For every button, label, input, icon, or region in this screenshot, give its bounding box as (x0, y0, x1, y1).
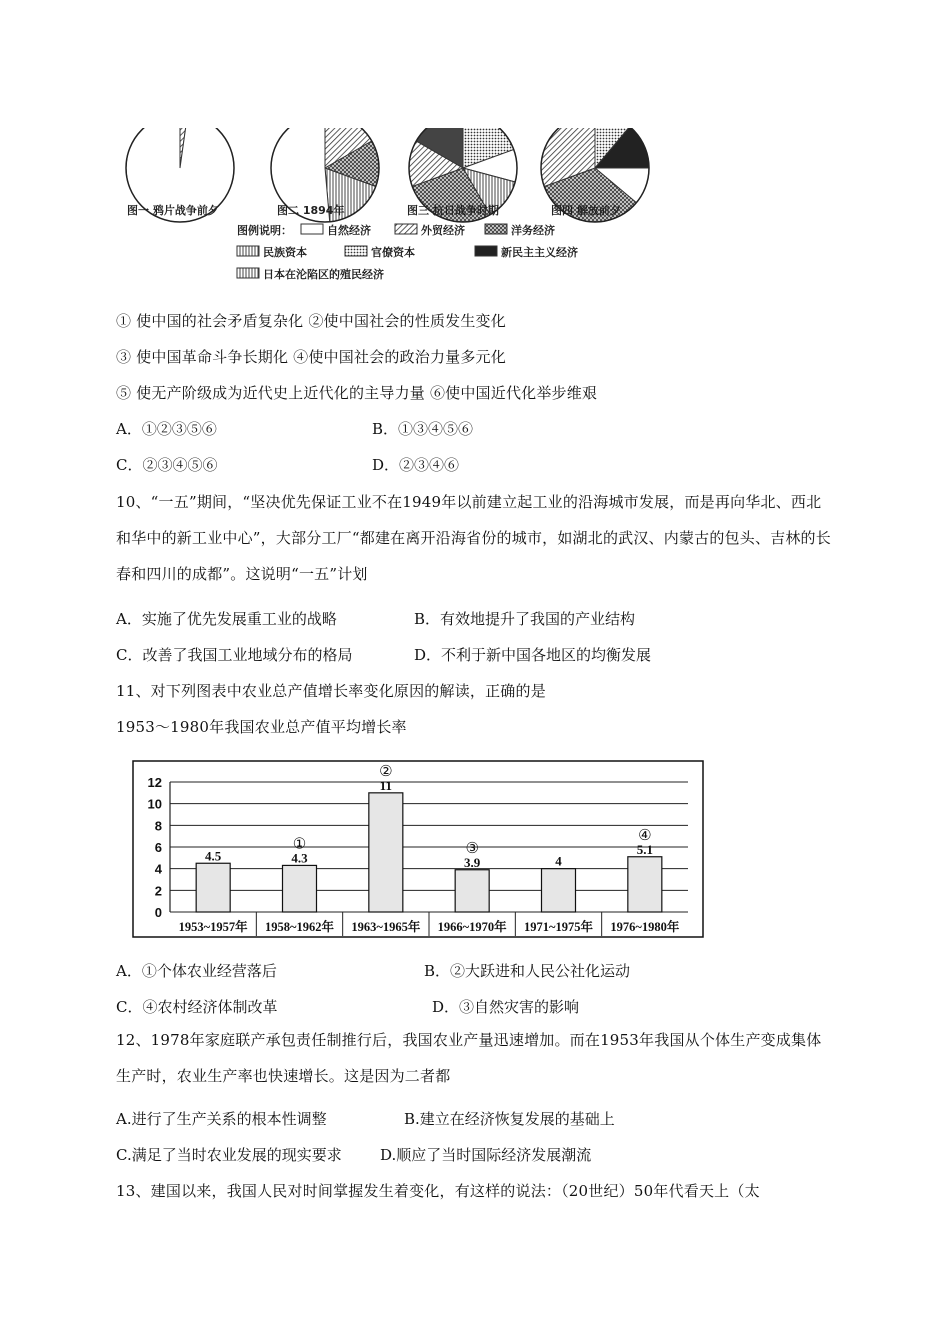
bar-marker-6: ④ (638, 825, 652, 844)
q9-option-a[interactable]: A．①②③⑤⑥ (116, 420, 217, 438)
q9-option-c[interactable]: C．②③④⑤⑥ (116, 456, 218, 474)
q10-option-c[interactable]: C．改善了我国工业地域分布的格局 (116, 646, 353, 664)
legend-swatch-3 (485, 224, 507, 234)
q12-option-b[interactable]: B.建立在经济恢复发展的基础上 (404, 1110, 615, 1128)
y-tick-label: 6 (154, 840, 162, 855)
q11-option-c[interactable]: C．④农村经济体制改革 (116, 998, 278, 1016)
q11-option-d[interactable]: D．③自然灾害的影响 (432, 998, 580, 1016)
bar-marker-2: ① (292, 834, 307, 853)
pie-caption-4: 图四 解放前夕 (551, 204, 621, 217)
legend-swatch-5 (345, 246, 367, 256)
q12-stem: 12、1978年家庭联产承包责任制推行后，我国农业产量迅速增加。而在1953年我国从个体生产变成集体生产时，农业生产率也快速增长。这是因为二者都 (116, 1031, 822, 1085)
q9-statement-2: ③ 使中国革命斗争长期化 ④使中国社会的政治力量多元化 (116, 348, 506, 366)
q10-stem: 10、“一五”期间，“坚决优先保证工业不在1949年以前建立起工业的沿海城市发展，而是再向华北、西北和华中的新工业中心”，大部分工厂“都建在离开沿海省份的城市，如湖北的武汉、内蒙古的包头、吉林的长春和四川的成都”。这说明“一五”计划 (116, 493, 831, 583)
q9-option-b[interactable]: B．①③④⑤⑥ (372, 420, 474, 438)
bar-5 (542, 869, 576, 912)
economy-pie-figure (125, 128, 673, 294)
x-category-label-5: 1971~1975年 (523, 920, 594, 934)
bar-marker-3: ② (379, 761, 393, 780)
legend-swatch-1 (301, 224, 323, 234)
q9-option-d[interactable]: D．②③④⑥ (372, 456, 460, 474)
legend-swatch-2 (395, 224, 417, 234)
legend-item-1: 自然经济 (327, 224, 371, 237)
legend-item-4: 民族资本 (263, 246, 307, 259)
bar-value-label-2: 4.3 (291, 850, 308, 866)
legend-swatch-6 (475, 246, 497, 256)
bar-1 (196, 863, 230, 912)
y-tick-label: 0 (154, 905, 162, 920)
legend-item-2: 外贸经济 (421, 224, 465, 237)
bar-value-label-1: 4.5 (205, 848, 222, 864)
q11-stem: 11、对下列图表中农业总产值增长率变化原因的解读，正确的是 (116, 682, 546, 700)
q9-statement-3: ⑤ 使无产阶级成为近代史上近代化的主导力量 ⑥使中国近代化举步维艰 (116, 384, 598, 402)
x-category-label-3: 1963~1965年 (351, 920, 421, 934)
bar-3 (369, 793, 403, 912)
y-tick-label: 2 (154, 883, 162, 899)
legend-title: 图例说明： (237, 224, 292, 237)
x-category-label-4: 1966~1970年 (437, 920, 507, 934)
pie-caption-2: 图二 1894年 (277, 204, 345, 217)
y-tick-label: 8 (154, 818, 162, 834)
legend-swatch-7 (237, 268, 259, 278)
bar-marker-4: ③ (465, 838, 479, 857)
q12-option-a[interactable]: A.进行了生产关系的根本性调整 (116, 1110, 327, 1128)
q10-option-a[interactable]: A．实施了优先发展重工业的战略 (116, 610, 337, 628)
agri-growth-bar-chart (132, 760, 704, 938)
legend-swatch-4 (237, 246, 259, 256)
y-tick-label: 12 (147, 775, 162, 790)
y-tick-label: 10 (147, 796, 162, 812)
bar-value-label-6: 5.1 (636, 841, 653, 857)
bar-value-label-5: 4 (555, 853, 562, 869)
bar-2 (283, 865, 317, 912)
legend-item-3: 洋务经济 (511, 224, 555, 237)
q13-stem: 13、建国以来，我国人民对时间掌握发生着变化，有这样的说法：（20世纪）50年代看天上（太 (116, 1182, 760, 1200)
q12-option-d[interactable]: D.顺应了当时国际经济发展潮流 (380, 1146, 592, 1164)
x-category-label-6: 1976~1980年 (610, 920, 680, 934)
legend-item-5: 官僚资本 (371, 246, 415, 259)
q9-statement-1: ① 使中国的社会矛盾复杂化 ②使中国社会的性质发生变化 (116, 312, 506, 330)
q12-option-c[interactable]: C.满足了当时农业发展的现实要求 (116, 1146, 342, 1164)
bar-6 (628, 857, 662, 912)
bar-4 (455, 870, 489, 912)
y-tick-label: 4 (154, 861, 162, 877)
x-category-label-2: 1958~1962年 (264, 920, 335, 934)
q11-chart-title: 1953～1980年我国农业总产值平均增长率 (116, 718, 407, 736)
legend-item-6: 新民主主义经济 (501, 246, 578, 259)
q10-option-d[interactable]: D．不利于新中国各地区的均衡发展 (414, 646, 652, 664)
pie-caption-1: 图一 鸦片战争前夕 (127, 204, 219, 217)
legend-item-7: 日本在沦陷区的殖民经济 (263, 268, 384, 281)
bar-value-label-3: 11 (379, 777, 392, 793)
q10-option-b[interactable]: B．有效地提升了我国的产业结构 (414, 610, 636, 628)
x-category-label-1: 1953~1957年 (178, 920, 248, 934)
pie-caption-3: 图三 抗日战争时期 (407, 204, 499, 217)
q11-option-a[interactable]: A．①个体农业经营落后 (116, 962, 277, 980)
bar-value-label-4: 3.9 (464, 854, 481, 870)
q11-option-b[interactable]: B．②大跃进和人民公社化运动 (424, 962, 631, 980)
